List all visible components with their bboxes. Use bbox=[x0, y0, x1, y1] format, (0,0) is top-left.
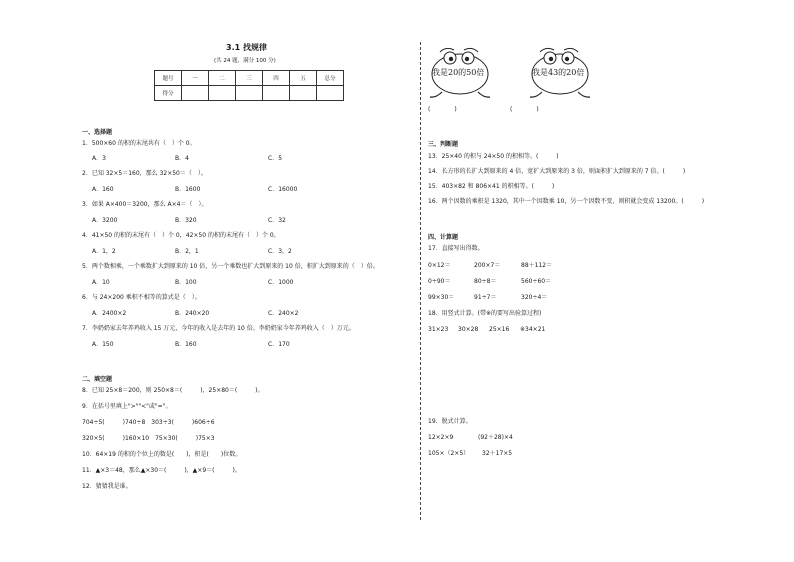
option[interactable]: C．240×2 bbox=[268, 310, 299, 317]
option[interactable]: A．1，2 bbox=[92, 248, 116, 255]
option[interactable]: B．160 bbox=[175, 341, 197, 348]
option[interactable]: A．3200 bbox=[92, 217, 118, 224]
speech-text-2: 我是43的20倍 bbox=[532, 68, 585, 77]
page-subtitle: (共 24 题，满分 100 分) bbox=[214, 58, 276, 64]
question-17: 17．直接写出得数。 bbox=[428, 245, 484, 252]
question-15: 15．403×82 和 806×41 的积相等。( ) bbox=[428, 183, 555, 190]
question-1: 1．500×60 的积的末尾共有（ ）个 0。 bbox=[82, 140, 196, 147]
option[interactable]: B．100 bbox=[175, 279, 197, 286]
score-cell: 二 bbox=[209, 71, 236, 86]
section-heading: 一、选择题 bbox=[82, 129, 113, 136]
score-cell: 一 bbox=[182, 71, 209, 86]
option[interactable]: A．2400×2 bbox=[92, 310, 127, 317]
question-9: 9．在括号里填上">""<"或"="。 bbox=[82, 403, 172, 410]
question-3: 3．如果 A×400＝3200，那么 A×4＝（ ）。 bbox=[82, 201, 208, 208]
score-input-cell[interactable] bbox=[209, 86, 236, 101]
score-table bbox=[154, 70, 344, 101]
option[interactable]: B．1600 bbox=[175, 186, 201, 193]
question-2: 2．已知 32×5＝160，那么 32×50＝（ ）。 bbox=[82, 170, 207, 177]
option[interactable]: B．320 bbox=[175, 217, 197, 224]
calc-item: 200×7＝ bbox=[474, 262, 501, 269]
question-11: 11．▲×3＝48，那么▲×30＝( )，▲×9＝( )。 bbox=[82, 467, 241, 474]
column-divider bbox=[420, 42, 421, 520]
speech-text-1: 我是20的50倍 bbox=[432, 68, 485, 77]
score-input-cell[interactable] bbox=[182, 86, 209, 101]
score-cell: 三 bbox=[236, 71, 263, 86]
score-cell: 得分 bbox=[155, 86, 182, 101]
option[interactable]: B．240×20 bbox=[175, 310, 210, 317]
question-5: 5．两个数相乘，一个乘数扩大到原来的 10 倍，另一个乘数也扩大到原来的 10 倍，积扩大到原来的（ ）倍。 bbox=[82, 263, 379, 270]
option[interactable]: C．3，2 bbox=[268, 248, 292, 255]
calc-item: 99×30＝ bbox=[428, 294, 455, 301]
score-cell: 五 bbox=[290, 71, 317, 86]
vertical-calc-item: ※34×21 bbox=[520, 326, 546, 333]
question-19: 19．脱式计算。 bbox=[428, 418, 472, 425]
question-9-row: 320×5( )160×10 75×30( )75×3 bbox=[82, 435, 215, 442]
answer-blank-1[interactable]: ( ) bbox=[428, 106, 457, 113]
option[interactable]: A．3 bbox=[92, 155, 106, 162]
question-6: 6．与 24×200 乘积不相等的算式是（ ）。 bbox=[82, 294, 201, 301]
calc-item: 0×12＝ bbox=[428, 262, 451, 269]
question-4: 4．41×50 的积的末尾有（ ）个 0，42×50 的积的末尾有（ ）个 0。 bbox=[82, 232, 280, 239]
vertical-calc-item: 30×28 bbox=[458, 326, 479, 333]
question-18: 18．用竖式计算。(带※的要写出验算过程) bbox=[428, 310, 542, 317]
option[interactable]: B．2，1 bbox=[175, 248, 199, 255]
option[interactable]: C．5 bbox=[268, 155, 283, 162]
calc-item: 560÷60＝ bbox=[521, 278, 552, 285]
question-12: 12．猜猜我是谁。 bbox=[82, 483, 132, 490]
score-table-header-row bbox=[155, 71, 344, 86]
question-16: 16．两个因数的乘积是 1320，其中一个因数乘 10，另一个因数不变，则积就会变成 13200。( ) bbox=[428, 198, 705, 205]
question-14: 14．长方形的长扩大到原来的 4 倍，宽扩大到原来的 3 倍，则面积扩大到原来的 7 倍。( ) bbox=[428, 168, 686, 175]
option[interactable]: C．32 bbox=[268, 217, 286, 224]
calc-item: 0÷90＝ bbox=[428, 278, 451, 285]
calc-item: 80÷8＝ bbox=[474, 278, 497, 285]
option[interactable]: A．10 bbox=[92, 279, 110, 286]
section-heading: 三、判断题 bbox=[428, 141, 459, 148]
question-9-row: 704÷5( )740÷8 303÷3( )606÷6 bbox=[82, 419, 215, 426]
answer-blank-2[interactable]: ( ) bbox=[510, 106, 539, 113]
score-table-score-row bbox=[155, 86, 344, 101]
section-heading: 二、填空题 bbox=[82, 376, 113, 383]
option[interactable]: C．1000 bbox=[268, 279, 294, 286]
score-cell: 四 bbox=[263, 71, 290, 86]
score-cell: 题号 bbox=[155, 71, 182, 86]
question-7: 7．李奶奶家去年养鸡收入 15 万元，今年的收入是去年的 10 倍。李奶奶家今年养鸡收入（ ）万元。 bbox=[82, 325, 355, 332]
step-calc-item: 12×2×9 bbox=[428, 434, 454, 441]
score-input-cell[interactable] bbox=[290, 86, 317, 101]
vertical-calc-item: 25×16 bbox=[489, 326, 510, 333]
vertical-calc-item: 31×23 bbox=[428, 326, 449, 333]
option[interactable]: C．170 bbox=[268, 341, 290, 348]
calc-item: 91÷7＝ bbox=[474, 294, 497, 301]
step-calc-item: 32＋17×5 bbox=[482, 450, 513, 457]
step-calc-item: 105×（2×5） bbox=[428, 450, 470, 457]
score-input-cell[interactable] bbox=[317, 86, 344, 101]
step-calc-item: (92＋28)×4 bbox=[478, 434, 513, 441]
question-13: 13．25×40 的积与 24×50 的积相等。( ) bbox=[428, 153, 559, 160]
option[interactable]: A．150 bbox=[92, 341, 114, 348]
calc-item: 320÷4＝ bbox=[521, 294, 548, 301]
score-input-cell[interactable] bbox=[263, 86, 290, 101]
option[interactable]: C．16000 bbox=[268, 186, 298, 193]
calc-item: 88＋112＝ bbox=[521, 262, 553, 269]
score-cell: 总分 bbox=[317, 71, 344, 86]
option[interactable]: A．160 bbox=[92, 186, 114, 193]
section-heading: 四、计算题 bbox=[428, 234, 459, 241]
question-8: 8．已知 25×8＝200，则 250×8＝( )，25×80＝( )。 bbox=[82, 387, 264, 394]
page-title: 3.1 找规律 bbox=[226, 43, 267, 52]
option[interactable]: B．4 bbox=[175, 155, 189, 162]
question-10: 10．64×19 的积的个位上的数是( )，积是( )位数。 bbox=[82, 451, 242, 458]
score-input-cell[interactable] bbox=[236, 86, 263, 101]
